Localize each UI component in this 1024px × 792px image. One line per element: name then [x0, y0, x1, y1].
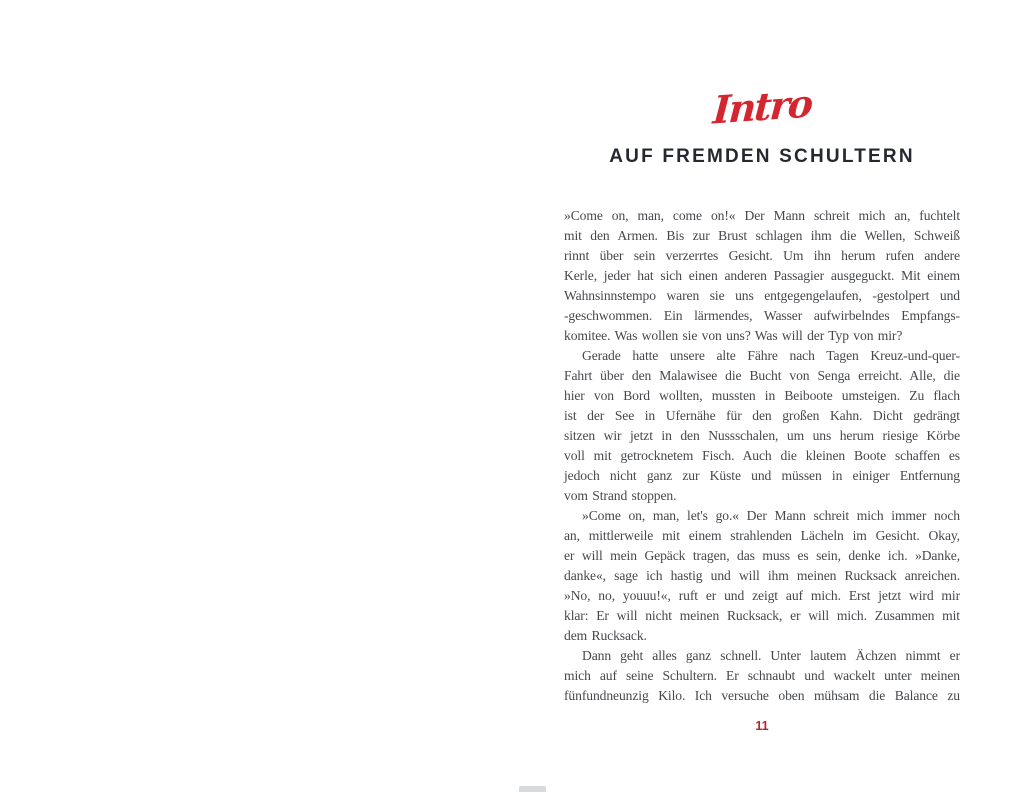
- text-line: mit den Armen. Bis zur Brust schlagen ihm die Wellen, Schweiß: [564, 226, 960, 246]
- text-line: »Come on, man, let's go.« Der Mann schreit mich immer noch: [564, 506, 960, 526]
- text-line: Gerade hatte unsere alte Fähre nach Tagen Kreuz-und-quer-: [564, 346, 960, 366]
- text-line: danke«, sage ich hastig und will ihm meinen Rucksack anreichen.: [564, 566, 960, 586]
- text-line: mich auf seine Schultern. Er schnaubt und wackelt unter meinen: [564, 666, 960, 686]
- text-line: dem Rucksack.: [564, 626, 960, 646]
- text-line: Dann geht alles ganz schnell. Unter lautem Ächzen nimmt er: [564, 646, 960, 666]
- page-number: 11: [564, 719, 960, 733]
- chapter-title: AUF FREMDEN SCHULTERN: [564, 146, 960, 168]
- chapter-kicker: [564, 84, 960, 129]
- text-line: an, mittlerweile mit einem strahlenden Lächeln im Gesicht. Okay,: [564, 526, 960, 546]
- text-line: klar: Er will nicht meinen Rucksack, er will mich. Zusammen mit: [564, 606, 960, 626]
- text-line: Fahrt über den Malawisee die Bucht von Senga erreicht. Alle, die: [564, 366, 960, 386]
- text-line: Wahnsinnstempo waren sie uns entgegengelaufen, -gestolpert und: [564, 286, 960, 306]
- text-line: voll mit getrocknetem Fisch. Auch die kleinen Boote schaffen es: [564, 446, 960, 466]
- text-line: sitzen wir jetzt in den Nussschalen, um uns herum riesige Körbe: [564, 426, 960, 446]
- text-line: komitee. Was wollen sie von uns? Was will der Typ von mir?: [564, 326, 960, 346]
- text-line: »Come on, man, come on!« Der Mann schreit mich an, fuchtelt: [564, 206, 960, 226]
- text-line: rinnt über sein verzerrtes Gesicht. Um ihn herum rufen andere: [564, 246, 960, 266]
- text-line: -geschwommen. Ein lärmendes, Wasser aufwirbelndes Empfangs-: [564, 306, 960, 326]
- bottom-edge-fragment: [519, 786, 546, 792]
- body-text: [564, 206, 960, 706]
- text-line: vom Strand stoppen.: [564, 486, 960, 506]
- text-line: Kerle, jeder hat sich einen anderen Passagier ausgeguckt. Mit einem: [564, 266, 960, 286]
- text-line: ist der See in Ufernähe für den großen Kahn. Dicht gedrängt: [564, 406, 960, 426]
- text-line: fünfundneunzig Kilo. Ich versuche oben mühsam die Balance zu: [564, 686, 960, 706]
- chapter-kicker-script-text: Intro: [711, 80, 812, 132]
- text-line: jedoch nicht ganz zur Küste und müssen in einiger Entfernung: [564, 466, 960, 486]
- text-line: er will mein Gepäck tragen, das muss es sein, denke ich. »Danke,: [564, 546, 960, 566]
- text-line: hier von Bord wollten, mussten in Beiboote umsteigen. Zu flach: [564, 386, 960, 406]
- text-line: »No, no, youuu!«, ruft er und zeigt auf mich. Erst jetzt wird mir: [564, 586, 960, 606]
